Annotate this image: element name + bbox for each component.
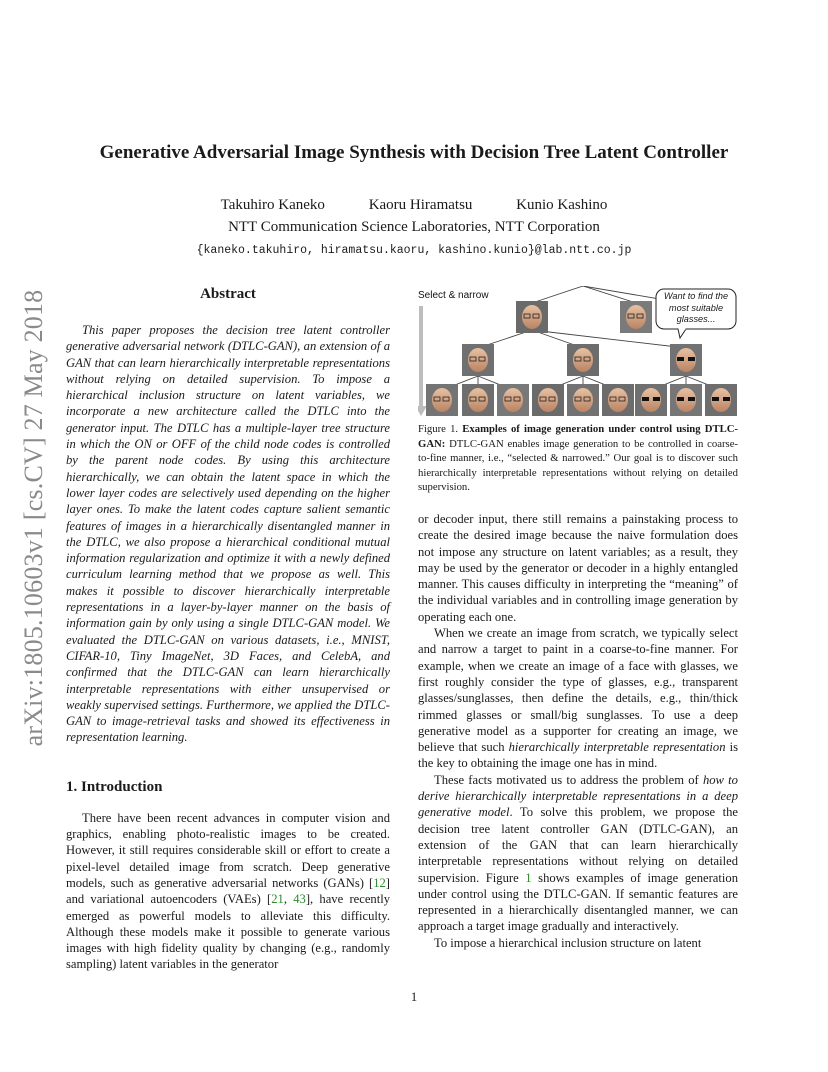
citation-link[interactable]: 12 [373, 875, 386, 890]
paragraph: To impose a hierarchical inclusion structure on latent [434, 935, 702, 950]
text-run: is the key to obtaining the image one has in mind. [418, 740, 738, 771]
author-emails: {kaneko.takuhiro, hiramatsu.kaoru, kashino.kunio}@lab.ntt.co.jp [196, 244, 632, 257]
author-name: Kunio Kashino [516, 197, 608, 213]
paragraph [418, 625, 738, 772]
text-run: ], have recently emerged as powerful models to alleviate this difficulty. Although these models make it possible to generate various images with high fidelity quality by changing (e.g., randomly sampling) latent variables in the generator [66, 892, 391, 972]
text-run: These facts motivated us to address the problem of [434, 772, 703, 787]
text-run: , [283, 892, 294, 907]
author-name: Takuhiro Kaneko [220, 197, 325, 213]
paragraph: or decoder input, there still remains a painstaking process to create the desired image because the naive formulation does not impose any structure on latent variables; as a result, they may be used by the generator or decoder in a highly entangled manner. This causes difficulty in interpreting the “meaning” of the individual variables and in controlling image generation by operating each one. [418, 511, 738, 624]
citation-link[interactable]: 21 [271, 892, 284, 907]
figure-ref-link[interactable]: 1 [525, 870, 532, 885]
text-run: shows examples of image generation under control using the DTLC-GAN. If semantic features are represented in a hierarchically disentangled manner, we can approach a target image gradually and interactively. [418, 870, 738, 934]
abstract-text: This paper proposes the decision tree latent controller generative adversarial network (DTLC-GAN), an extension of a GAN that can learn hierarchically interpretable representations without relying on detailed supervision. To impose a hierarchical inclusion structure on latent variables, we incorporate a new architecture called the DTLC into the generator input. The DTLC has a multiple-layer tree structure in which the ON or OFF of the child node codes is controlled by the parent node codes. By using this architecture hierarchically, we can obtain the latent space in which the lower layer codes are selectively used depending on the higher layer ones. To make the latent codes capture salient semantic features of images in a hierarchically disentangled manner in the DTLC, we also propose a hierarchical conditional mutual information regularization and optimize it with a newly defined curriculum learning method that we propose as well. This makes it possible to discover hierarchically interpretable representations in a layer-by-layer manner on the basis of information gain by only using a single DTLC-GAN model. We evaluated the DTLC-GAN on various datasets, i.e., MNIST, CIFAR-10, Tiny ImageNet, 3D Faces, and CelebA, and confirmed that the DTLC-GAN can learn hierarchically interpretable representations with either unsupervised or weakly supervised settings. Furthermore, we applied the DTLC-GAN to image-retrieval tasks and showed its effectiveness in representation learning. [66, 323, 390, 745]
arxiv-id: arXiv:1805.10603v1 [cs.CV] 27 May 2018 [19, 289, 48, 747]
affiliation: NTT Communication Science Laboratories, NTT Corporation [228, 219, 600, 235]
text-run: When we create an image from scratch, we typically select and narrow a target to paint in a coarse-to-fine manner. For example, when we create an image of a face with glasses, we first roughly consider the type of glasses, e.g., transparent glasses/sunglasses, then define the details, e.g., thin/thick rimmed glasses or small/big sunglasses. To use a deep generative model as a supporter for creating an image, we believe that such [418, 626, 738, 755]
author-name: Kaoru Hiramatsu [368, 197, 473, 213]
left-column [66, 286, 390, 973]
section-heading-introduction: 1. Introduction [66, 778, 163, 795]
text-run: There have been recent advances in computer vision and graphics, enabling photo-realistic images to be created. However, it still requires considerable skill or effort to create a pixel-level detailed image from scratch. Deep generative models, such as generative adversarial networks (GANs) [ [66, 810, 390, 890]
paragraph [418, 772, 738, 935]
figure-1 [418, 286, 738, 416]
arxiv-sidebar [14, 268, 54, 768]
figure-1-caption [418, 422, 738, 495]
intro-paragraph [66, 810, 390, 973]
speech-bubble-text: Want to find the most suitable glasses... [663, 291, 729, 324]
author-block [60, 194, 768, 262]
caption-label: Figure 1. [418, 423, 463, 435]
text-run: ] and variational autoencoders (VAEs) [ [66, 875, 390, 907]
citation-link[interactable]: 43 [293, 892, 306, 907]
right-column [418, 286, 738, 951]
select-narrow-label: Select & narrow [418, 290, 489, 301]
select-arrow-head [418, 406, 427, 416]
right-column-text [418, 511, 738, 951]
page-number: 1 [410, 990, 418, 1004]
text-run: . To solve this problem, we propose the decision tree latent controller GAN (DTLC-GAN), an extension of the GAN that can learn hierarchically interpretable representations without relying on detailed supervision. Figure [418, 805, 738, 885]
paper-title: Generative Adversarial Image Synthesis with Decision Tree Latent Controller [99, 142, 729, 163]
abstract-heading: Abstract [200, 286, 256, 302]
emphasis: how to derive hierarchically interpretable representations in a deep generative model [418, 772, 738, 820]
author-names [60, 194, 768, 216]
emphasis: hierarchically interpretable representation [508, 740, 726, 755]
caption-text: DTLC-GAN enables image generation to be controlled in coarse-to-fine manner, i.e., “selected & narrowed.” Our goal is to discover such hierarchically interpretable representations without relying on detailed supervision. [418, 437, 738, 494]
caption-bold: Examples of image generation under control using DTLC-GAN: [418, 423, 738, 450]
